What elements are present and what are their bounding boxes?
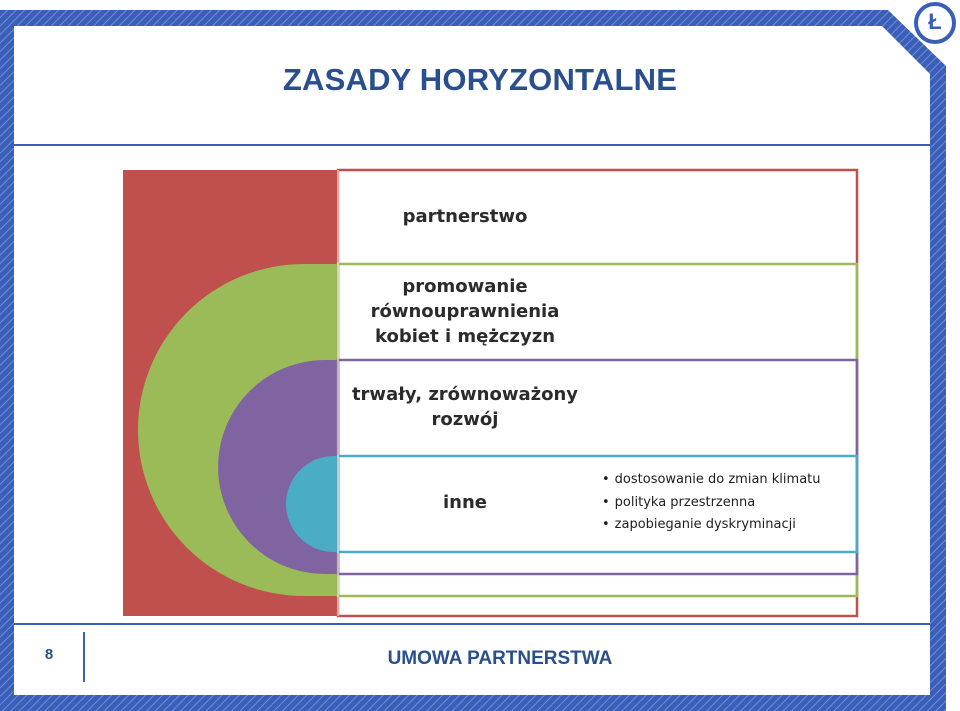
page-number: 8 (44, 646, 54, 663)
slide-title: ZASADY HORYZONTALNE (282, 62, 678, 97)
label-promowanie: promowanie równouprawnienia kobiet i mężczyzn (370, 276, 560, 347)
label-inne: inne (442, 492, 487, 513)
list-item: • polityka przestrzenna (602, 492, 821, 515)
footer-title: UMOWA PARTNERSTWA (387, 648, 613, 669)
inne-bullet-list (602, 469, 821, 537)
list-item: • dostosowanie do zmian klimatu (602, 469, 821, 492)
list-item: • zapobieganie dyskryminacji (602, 514, 821, 537)
label-trwaly: trwały, zrównoważony rozwój (351, 384, 579, 430)
logo-letter: Ł (928, 9, 942, 34)
label-partnerstwo: partnerstwo (402, 206, 528, 227)
